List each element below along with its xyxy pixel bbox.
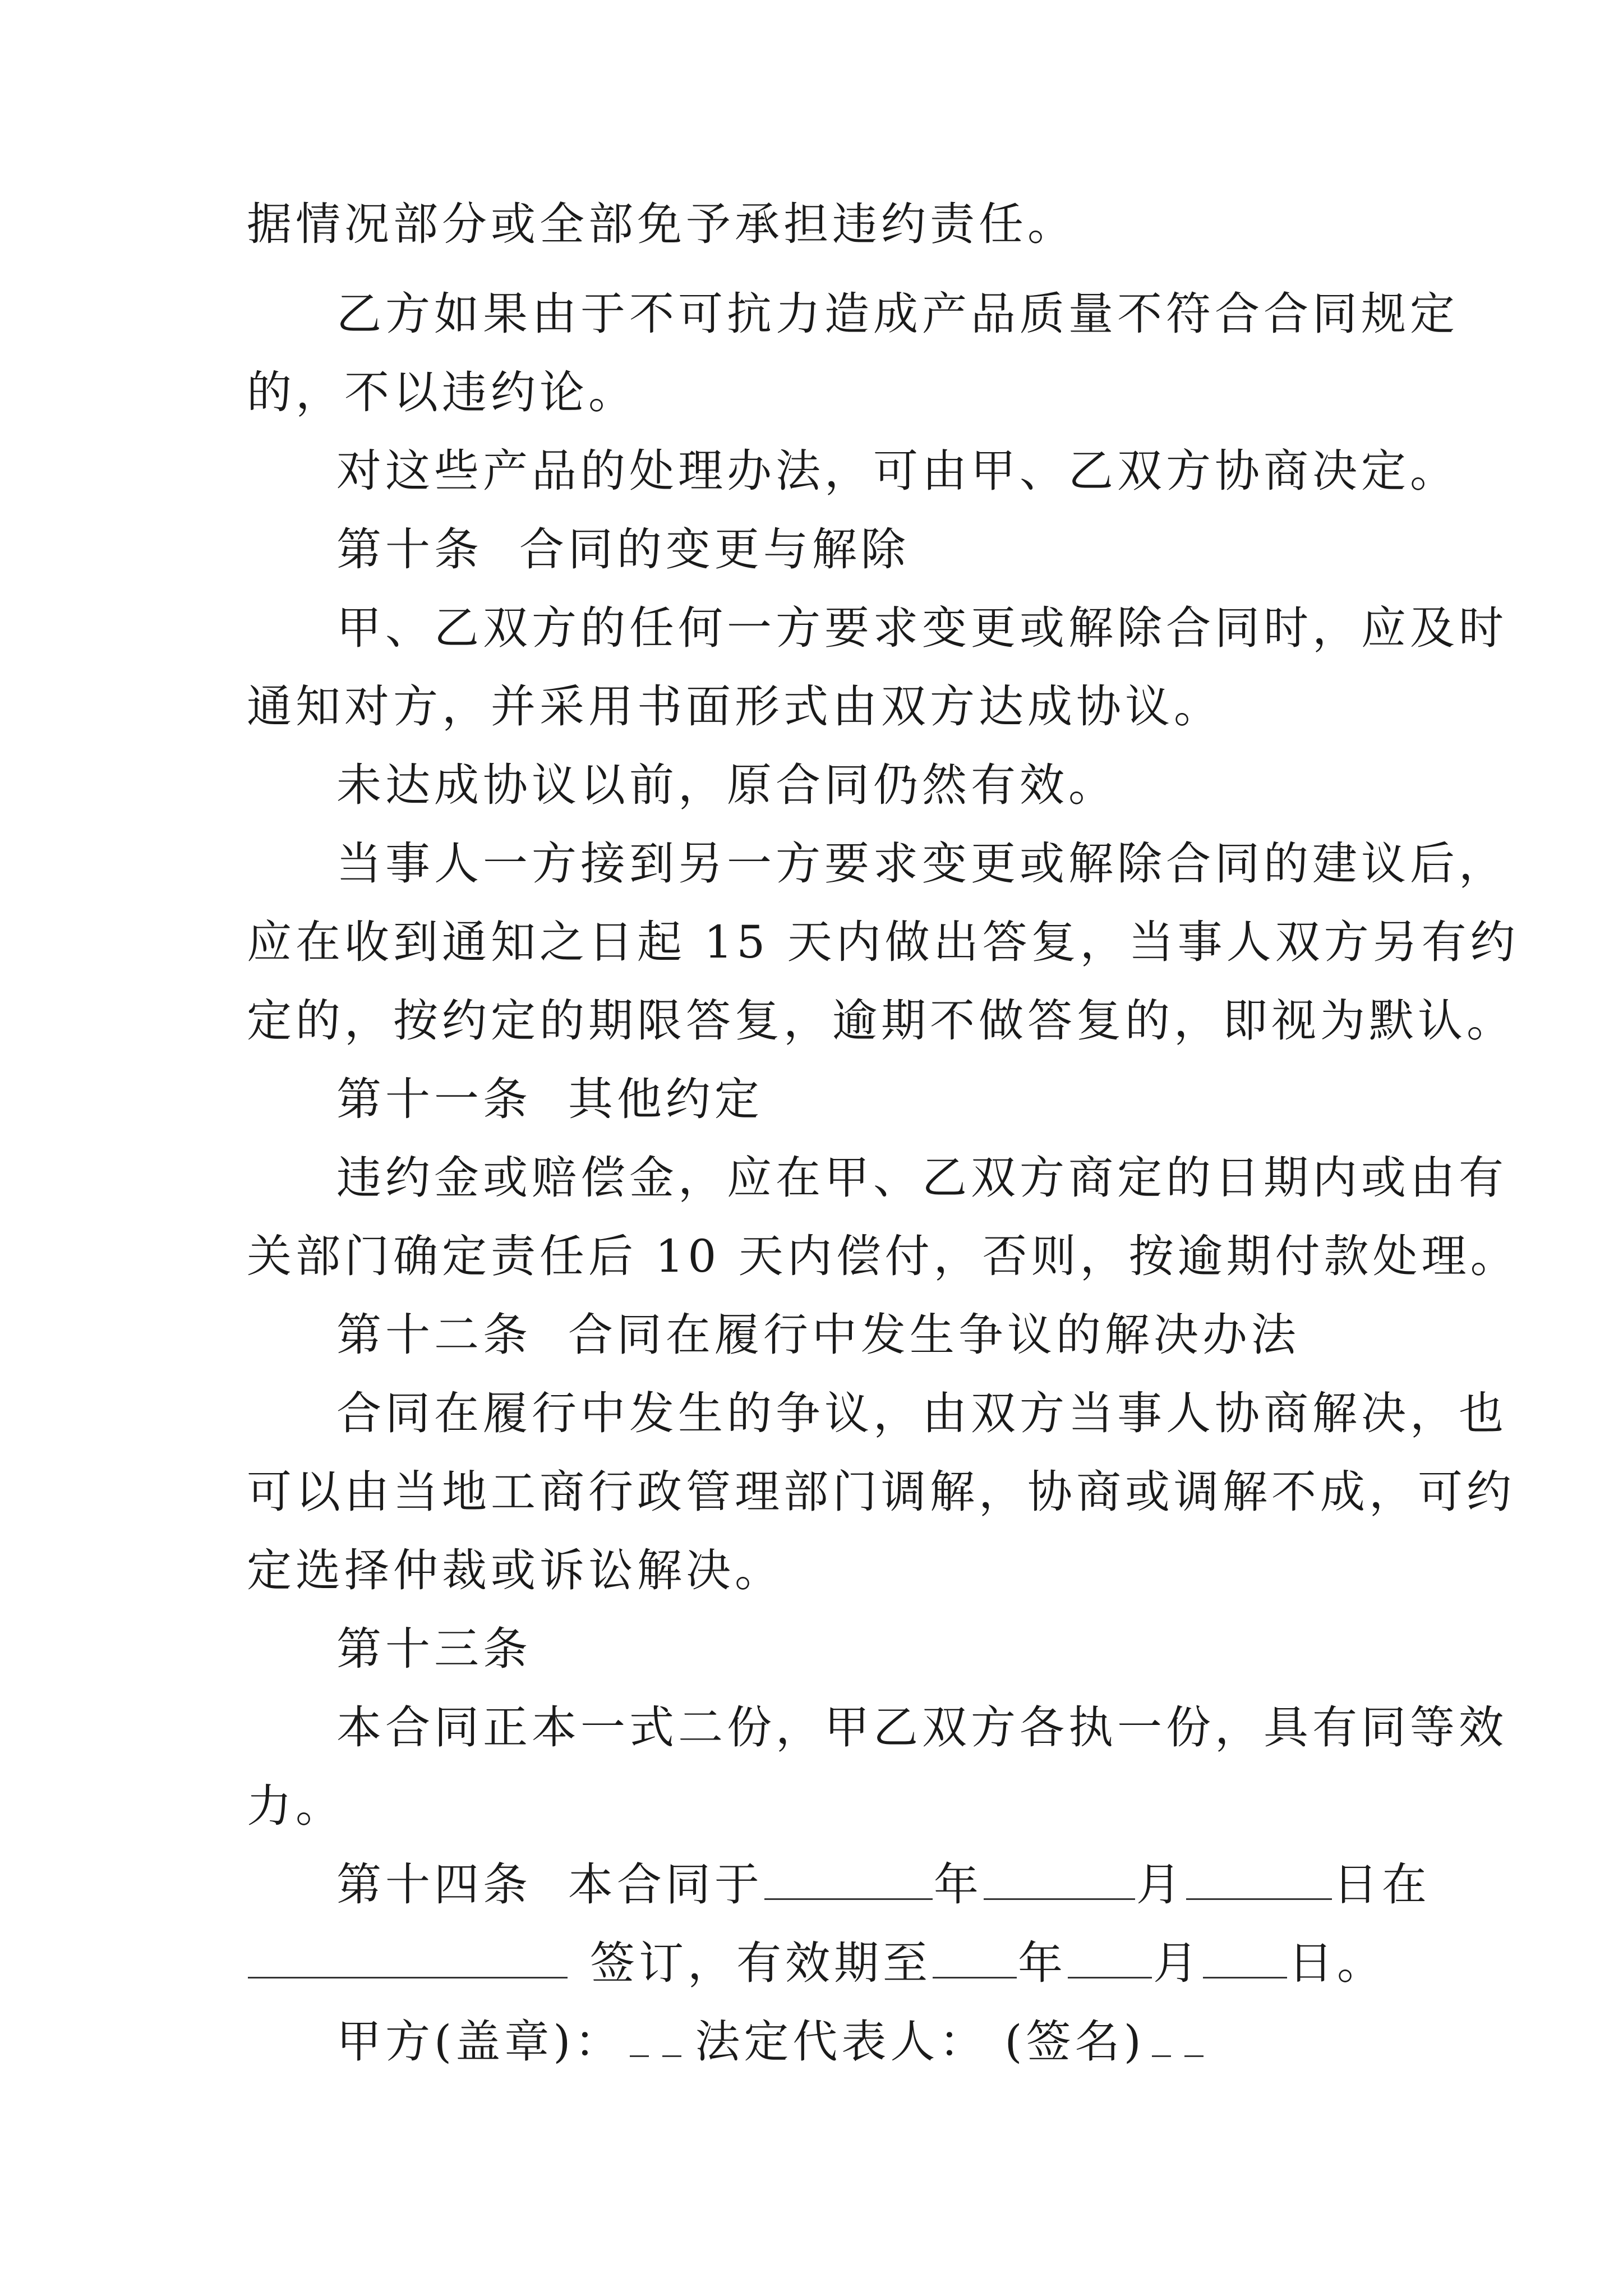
expiry-year-label: 年 <box>1018 1937 1067 1989</box>
expiry-day-blank[interactable] <box>1203 1936 1287 1978</box>
year-blank[interactable] <box>764 1858 933 1900</box>
expiry-day-label: 日。 <box>1288 1937 1386 1989</box>
signature-blank[interactable] <box>1152 2015 1171 2057</box>
year-label: 年 <box>933 1858 983 1911</box>
signed-label: 签订，有效期至 <box>590 1937 932 1989</box>
month-blank[interactable] <box>984 1858 1135 1900</box>
day-blank[interactable] <box>1186 1858 1332 1900</box>
paragraph-line: 甲、乙双方的任何一方要求变更或解除合同时，应及时 <box>336 602 1507 654</box>
paragraph-line: 关部门确定责任后 10 天内偿付，否则，按逾期付款处理。 <box>247 1230 1519 1282</box>
paragraph-line: 的，不以违约论。 <box>247 366 637 418</box>
party-a-seal-blank[interactable] <box>630 2015 649 2057</box>
paragraph-line: 可以由当地工商行政管理部门调解，协商或调解不成，可约 <box>247 1466 1515 1518</box>
legal-rep-label: 法定代表人： <box>695 2016 988 2068</box>
paragraph-line: 乙方如果由于不可抗力造成产品质量不符合合同规定 <box>336 288 1459 340</box>
signature-line <box>336 2014 1210 2070</box>
paragraph-line: 当事人一方接到另一方要求变更或解除合同的建议后， <box>336 838 1507 890</box>
expiry-month-label: 月 <box>1153 1937 1202 1989</box>
article14-line1 <box>336 1857 1431 1913</box>
paragraph-line: 本合同正本一式二份，甲乙双方各执一份，具有同等效 <box>336 1701 1507 1754</box>
paragraph-line: 未达成协议以前，原合同仍然有效。 <box>336 759 1117 811</box>
party-a-seal-label: 甲方(盖章)： <box>336 2016 624 2068</box>
paragraph-line: 力。 <box>247 1780 344 1832</box>
expiry-month-blank[interactable] <box>1068 1936 1152 1978</box>
paragraph-line: 定的，按约定的期限答复，逾期不做答复的，即视为默认。 <box>247 995 1515 1047</box>
place-blank[interactable] <box>248 1936 568 1978</box>
section-heading: 第十二条 合同在履行中发生争议的解决办法 <box>336 1309 1300 1361</box>
section-heading: 第十条 合同的变更与解除 <box>336 523 910 576</box>
paragraph-line: 据情况部分或全部免予承担违约责任。 <box>247 198 1076 250</box>
paragraph-line: 对这些产品的处理办法，可由甲、乙双方协商决定。 <box>336 445 1459 497</box>
paragraph-line: 通知对方，并采用书面形式由双方达成协议。 <box>247 680 1223 733</box>
article14-line2 <box>247 1935 1386 1991</box>
signature-blank-2[interactable] <box>1184 2015 1204 2057</box>
signature-label: (签名) <box>1004 2016 1145 2068</box>
paragraph-line: 违约金或赔偿金，应在甲、乙双方商定的日期内或由有 <box>336 1152 1507 1204</box>
paragraph-line: 定选择仲裁或诉讼解决。 <box>247 1544 783 1596</box>
section-heading: 第十一条 其他约定 <box>336 1073 763 1125</box>
section-heading: 第十三条 <box>336 1623 532 1675</box>
day-at-label: 日在 <box>1332 1858 1431 1911</box>
party-a-seal-blank-2[interactable] <box>662 2015 681 2057</box>
paragraph-line: 应在收到通知之日起 15 天内做出答复，当事人双方另有约 <box>247 916 1519 968</box>
article14-lead: 第十四条 本合同于 <box>336 1858 763 1911</box>
month-label: 月 <box>1136 1858 1185 1911</box>
expiry-year-blank[interactable] <box>933 1936 1017 1978</box>
paragraph-line: 合同在履行中发生的争议，由双方当事人协商解决，也 <box>336 1387 1507 1439</box>
